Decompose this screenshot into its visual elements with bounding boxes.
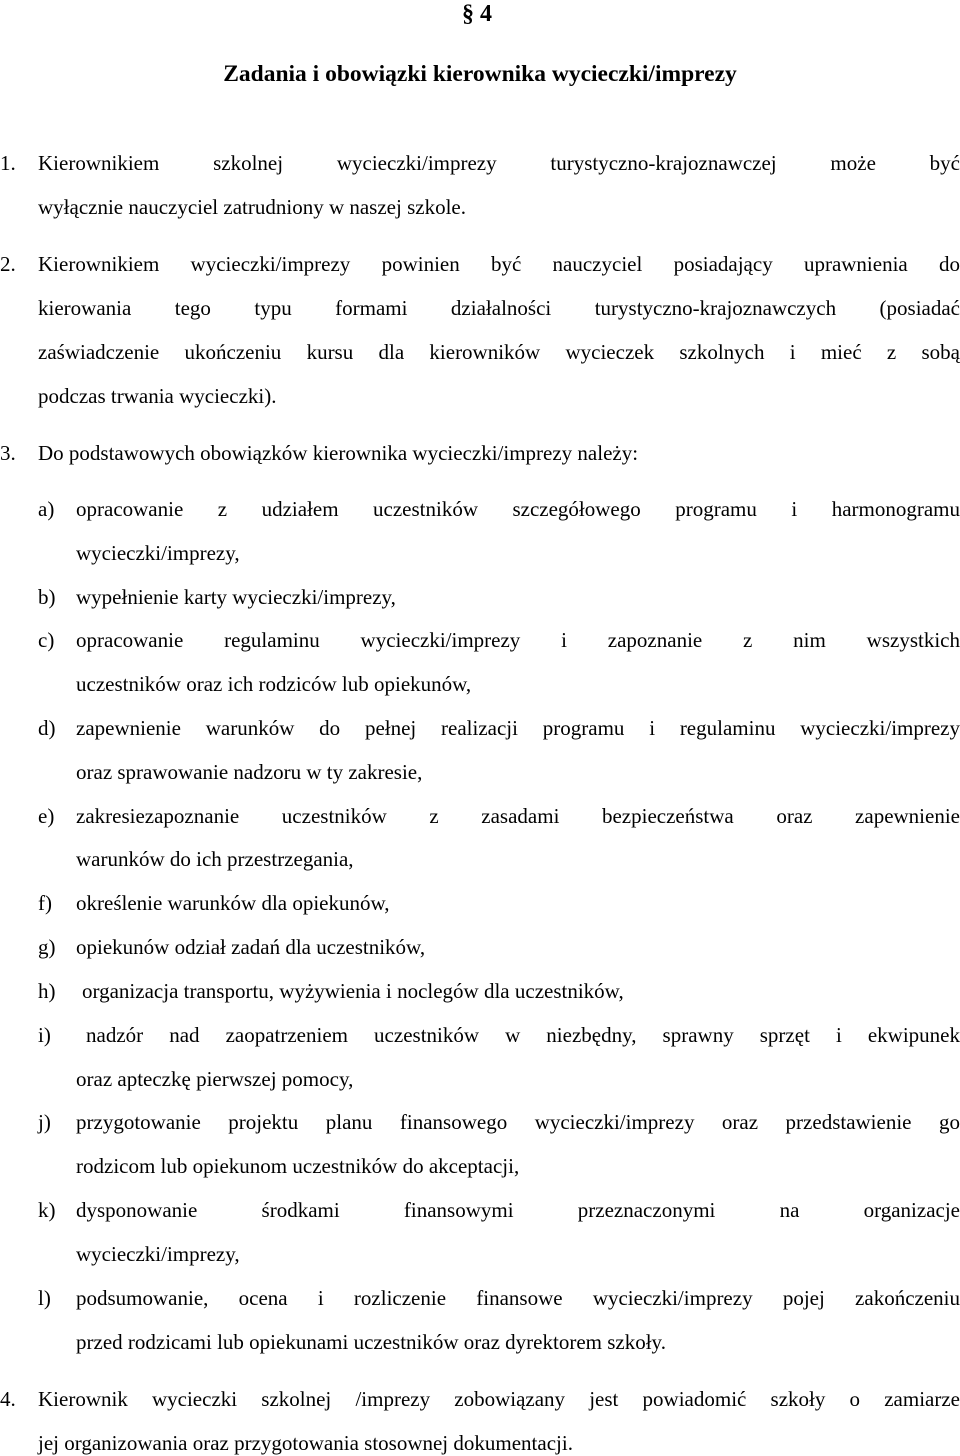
subitem-line: organizacja transportu, wyżywienia i noclegów dla uczestników, <box>82 979 624 1003</box>
subitem-letter: a) <box>38 497 55 521</box>
subitem-letter: g) <box>38 935 56 959</box>
item-line: podczas trwania wycieczki). <box>38 384 277 408</box>
subitem-line: opiekunów odział zadań dla uczestników, <box>76 935 426 959</box>
subitem-letter: j) <box>38 1110 51 1134</box>
item-line: kierowania tego typu formami działalności turystyczno-krajoznawczych (posiadać <box>38 296 960 320</box>
item-line: zaświadczenie ukończeniu kursu dla kierowników wycieczek szkolnych i mieć z sobą <box>38 340 960 364</box>
subitem-line: opracowanie regulaminu wycieczki/imprezy i zapoznanie z nim wszystkich <box>76 628 960 652</box>
subitem-line: oraz sprawowanie nadzoru w ty zakresie, <box>76 760 423 784</box>
subitem-line: dysponowanie środkami finansowymi przeznaczonymi na organizacje <box>76 1198 960 1222</box>
subitem-line: podsumowanie, ocena i rozliczenie finansowe wycieczki/imprezy pojej zakończeniu <box>76 1286 960 1310</box>
subitem-letter: l) <box>38 1286 51 1310</box>
item-line: wyłącznie nauczyciel zatrudniony w naszej szkole. <box>38 195 466 219</box>
subitem-line: zapewnienie warunków do pełnej realizacji programu i regulaminu wycieczki/imprezy <box>76 716 960 740</box>
subitem-line: wycieczki/imprezy, <box>76 541 240 565</box>
subitem-line: wycieczki/imprezy, <box>76 1242 240 1266</box>
item-line: Do podstawowych obowiązków kierownika wycieczki/imprezy należy: <box>38 441 639 465</box>
item-line: Kierownikiem szkolnej wycieczki/imprezy turystyczno-krajoznawczej może być <box>38 151 960 175</box>
subitem-line: przygotowanie projektu planu finansowego wycieczki/imprezy oraz przedstawienie go <box>76 1110 960 1134</box>
subitem-line: rodzicom lub opiekunom uczestników do akceptacji, <box>76 1154 520 1178</box>
subitem-line: określenie warunków dla opiekunów, <box>76 891 390 915</box>
subitem-line: nadzór nad zaopatrzeniem uczestników w niezbędny, sprawny sprzęt i ekwipunek <box>86 1023 960 1047</box>
subitem-line: oraz apteczkę pierwszej pomocy, <box>76 1067 354 1091</box>
item-number: 4. <box>0 1387 16 1411</box>
subitem-letter: d) <box>38 716 56 740</box>
subitem-line: opracowanie z udziałem uczestników szczegółowego programu i harmonogramu <box>76 497 960 521</box>
item-number: 1. <box>0 151 16 175</box>
subitem-letter: e) <box>38 804 55 828</box>
subitem-letter: k) <box>38 1198 56 1222</box>
section-mark: § 4 <box>462 1 492 27</box>
item-number: 2. <box>0 252 16 276</box>
subitem-line: warunków do ich przestrzegania, <box>76 847 354 871</box>
subitem-line: uczestników oraz ich rodziców lub opiekunów, <box>76 672 472 696</box>
item-number: 3. <box>0 441 16 465</box>
page-title: Zadania i obowiązki kierownika wycieczki/imprezy <box>223 61 737 87</box>
item-line: Kierownik wycieczki szkolnej /imprezy zobowiązany jest powiadomić szkoły o zamiarze <box>38 1387 960 1411</box>
subitem-letter: h) <box>38 979 56 1003</box>
item-line: Kierownikiem wycieczki/imprezy powinien być nauczyciel posiadający uprawnienia do <box>38 252 960 276</box>
subitem-line: wypełnienie karty wycieczki/imprezy, <box>76 585 396 609</box>
subitem-letter: f) <box>38 891 52 915</box>
subitem-letter: b) <box>38 585 56 609</box>
subitem-line: przed rodzicami lub opiekunami uczestników oraz dyrektorem szkoły. <box>76 1330 666 1354</box>
subitem-letter: c) <box>38 628 55 652</box>
item-line: jej organizowania oraz przygotowania stosownej dokumentacji. <box>38 1431 573 1455</box>
subitem-letter: i) <box>38 1023 51 1047</box>
subitem-line: zakresiezapoznanie uczestników z zasadami bezpieczeństwa oraz zapewnienie <box>76 804 960 828</box>
